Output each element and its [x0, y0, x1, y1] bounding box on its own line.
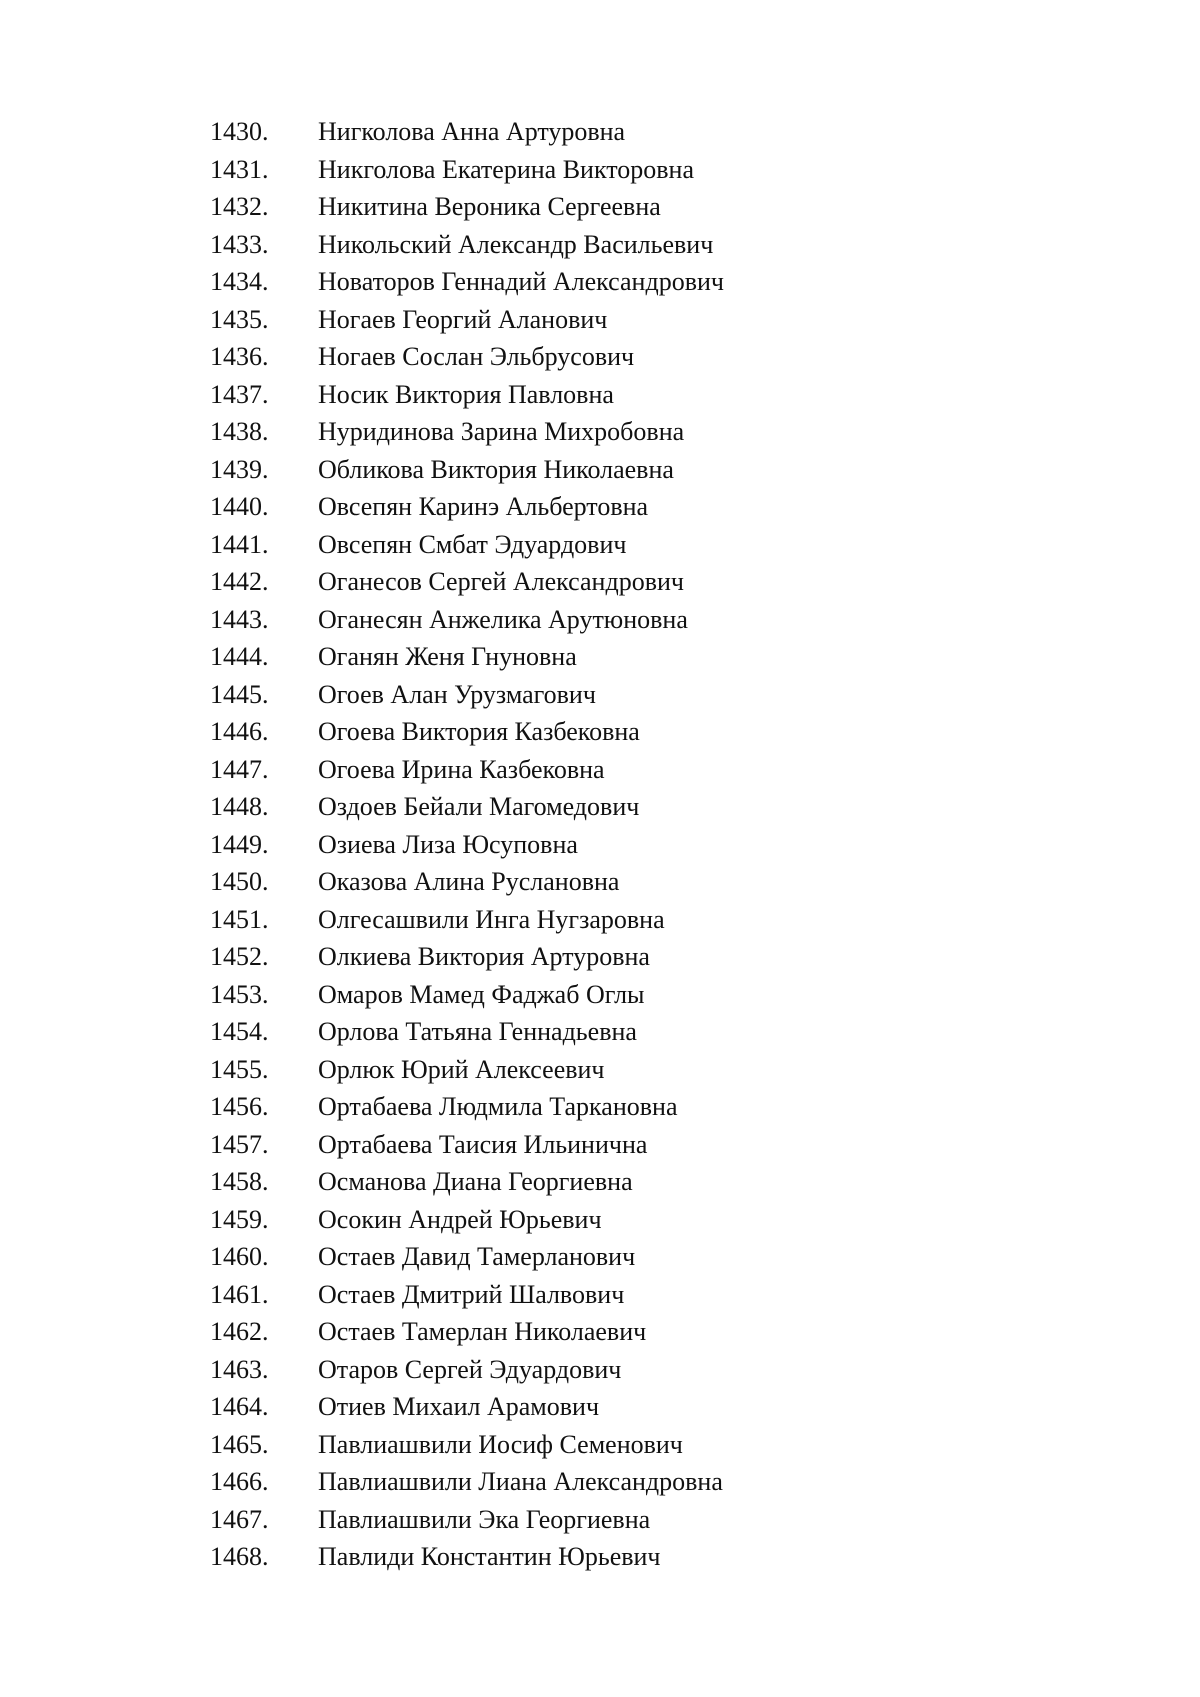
list-item — [0, 1538, 1200, 1576]
item-number: 1440. — [210, 492, 269, 521]
person-name: Олгесашвили Инга Нугзаровна — [318, 904, 665, 934]
item-number: 1432. — [210, 192, 269, 221]
list-item — [0, 338, 1200, 376]
list-item — [0, 826, 1200, 864]
person-name: Новаторов Геннадий Александрович — [318, 267, 724, 296]
item-number: 1433. — [210, 229, 269, 259]
list-item — [0, 976, 1200, 1014]
person-name: Омаров Мамед Фаджаб Оглы — [318, 979, 645, 1009]
list-item — [0, 301, 1200, 339]
item-number: 1444. — [210, 642, 269, 671]
item-number: 1462. — [210, 1317, 269, 1346]
list-item — [0, 938, 1200, 976]
list-item — [0, 863, 1200, 901]
list-item — [0, 113, 1200, 151]
person-name: Никголова Екатерина Викторовна — [318, 154, 694, 184]
person-name: Орлова Татьяна Геннадьевна — [318, 1017, 637, 1046]
list-item — [0, 563, 1200, 601]
item-number: 1446. — [210, 717, 269, 746]
list-item — [0, 451, 1200, 489]
person-name: Ортабаева Таисия Ильинична — [318, 1129, 648, 1159]
person-name: Ортабаева Людмила Таркановна — [318, 1092, 678, 1121]
list-item — [0, 601, 1200, 639]
item-number: 1437. — [210, 379, 269, 409]
list-item — [0, 1463, 1200, 1501]
list-item — [0, 376, 1200, 414]
item-number: 1439. — [210, 454, 269, 484]
person-name: Отиев Михаил Арамович — [318, 1392, 600, 1421]
list-item — [0, 676, 1200, 714]
person-name: Озиева Лиза Юсуповна — [318, 829, 578, 859]
list-item — [0, 788, 1200, 826]
person-name: Османова Диана Георгиевна — [318, 1167, 633, 1196]
person-name: Павлиашвили Эка Георгиевна — [318, 1504, 651, 1534]
list-item — [0, 263, 1200, 301]
item-number: 1442. — [210, 567, 269, 596]
item-number: 1452. — [210, 942, 269, 971]
person-name: Огоев Алан Урузмагович — [318, 679, 596, 709]
list-item — [0, 151, 1200, 189]
list-item — [0, 638, 1200, 676]
person-name: Нуридинова Зарина Михробовна — [318, 417, 685, 446]
item-number: 1459. — [210, 1204, 269, 1234]
person-name: Остаев Дмитрий Шалвович — [318, 1279, 625, 1309]
item-number: 1435. — [210, 304, 269, 334]
list-item — [0, 488, 1200, 526]
person-name: Овсепян Смбат Эдуардович — [318, 529, 627, 559]
list-item — [0, 413, 1200, 451]
item-number: 1443. — [210, 604, 269, 634]
item-number: 1434. — [210, 267, 269, 296]
item-number: 1454. — [210, 1017, 269, 1046]
list-item — [0, 1313, 1200, 1351]
list-item — [0, 1201, 1200, 1239]
item-number: 1461. — [210, 1279, 269, 1309]
person-name: Огоева Ирина Казбековна — [318, 754, 605, 784]
person-name: Ногаев Георгий Аланович — [318, 304, 608, 334]
list-item — [0, 1501, 1200, 1539]
person-name: Ногаев Сослан Эльбрусович — [318, 342, 635, 371]
item-number: 1456. — [210, 1092, 269, 1121]
item-number: 1449. — [210, 829, 269, 859]
item-number: 1455. — [210, 1054, 269, 1084]
item-number: 1463. — [210, 1354, 269, 1384]
item-number: 1451. — [210, 904, 269, 934]
person-name: Нигколова Анна Артуровна — [318, 117, 626, 146]
list-item — [0, 188, 1200, 226]
list-item — [0, 1126, 1200, 1164]
item-number: 1448. — [210, 792, 269, 821]
item-number: 1465. — [210, 1429, 269, 1459]
list-item — [0, 1351, 1200, 1389]
list-item — [0, 1163, 1200, 1201]
item-number: 1431. — [210, 154, 269, 184]
person-name: Отаров Сергей Эдуардович — [318, 1354, 622, 1384]
person-name: Орлюк Юрий Алексеевич — [318, 1054, 605, 1084]
person-name: Никитина Вероника Сергеевна — [318, 192, 661, 221]
item-number: 1467. — [210, 1504, 269, 1534]
list-item — [0, 526, 1200, 564]
person-name: Овсепян Каринэ Альбертовна — [318, 492, 649, 521]
person-name: Остаев Давид Тамерланович — [318, 1242, 636, 1271]
item-number: 1430. — [210, 117, 269, 146]
person-name: Осокин Андрей Юрьевич — [318, 1204, 602, 1234]
list-item — [0, 1013, 1200, 1051]
person-name: Носик Виктория Павловна — [318, 379, 614, 409]
item-number: 1445. — [210, 679, 269, 709]
list-item — [0, 713, 1200, 751]
list-item — [0, 1238, 1200, 1276]
person-name: Оганесян Анжелика Арутюновна — [318, 604, 688, 634]
list-item — [0, 1088, 1200, 1126]
list-item — [0, 751, 1200, 789]
item-number: 1436. — [210, 342, 269, 371]
item-number: 1458. — [210, 1167, 269, 1196]
person-name: Павлиди Константин Юрьевич — [318, 1542, 661, 1571]
item-number: 1468. — [210, 1542, 269, 1571]
item-number: 1466. — [210, 1467, 269, 1496]
person-name: Оганян Женя Гнуновна — [318, 642, 577, 671]
list-item — [0, 1426, 1200, 1464]
person-name: Никольский Александр Васильевич — [318, 229, 714, 259]
item-number: 1450. — [210, 867, 269, 896]
item-number: 1464. — [210, 1392, 269, 1421]
person-name: Павлиашвили Лиана Александровна — [318, 1467, 723, 1496]
name-list — [0, 113, 1200, 1576]
item-number: 1460. — [210, 1242, 269, 1271]
person-name: Олкиева Виктория Артуровна — [318, 942, 650, 971]
item-number: 1438. — [210, 417, 269, 446]
list-item — [0, 901, 1200, 939]
list-item — [0, 226, 1200, 264]
list-item — [0, 1276, 1200, 1314]
item-number: 1441. — [210, 529, 269, 559]
person-name: Обликова Виктория Николаевна — [318, 454, 674, 484]
person-name: Оздоев Бейали Магомедович — [318, 792, 640, 821]
list-item — [0, 1051, 1200, 1089]
person-name: Оганесов Сергей Александрович — [318, 567, 684, 596]
person-name: Остаев Тамерлан Николаевич — [318, 1317, 647, 1346]
person-name: Огоева Виктория Казбековна — [318, 717, 640, 746]
item-number: 1447. — [210, 754, 269, 784]
list-item — [0, 1388, 1200, 1426]
person-name: Павлиашвили Иосиф Семенович — [318, 1429, 683, 1459]
item-number: 1453. — [210, 979, 269, 1009]
item-number: 1457. — [210, 1129, 269, 1159]
person-name: Оказова Алина Руслановна — [318, 867, 620, 896]
